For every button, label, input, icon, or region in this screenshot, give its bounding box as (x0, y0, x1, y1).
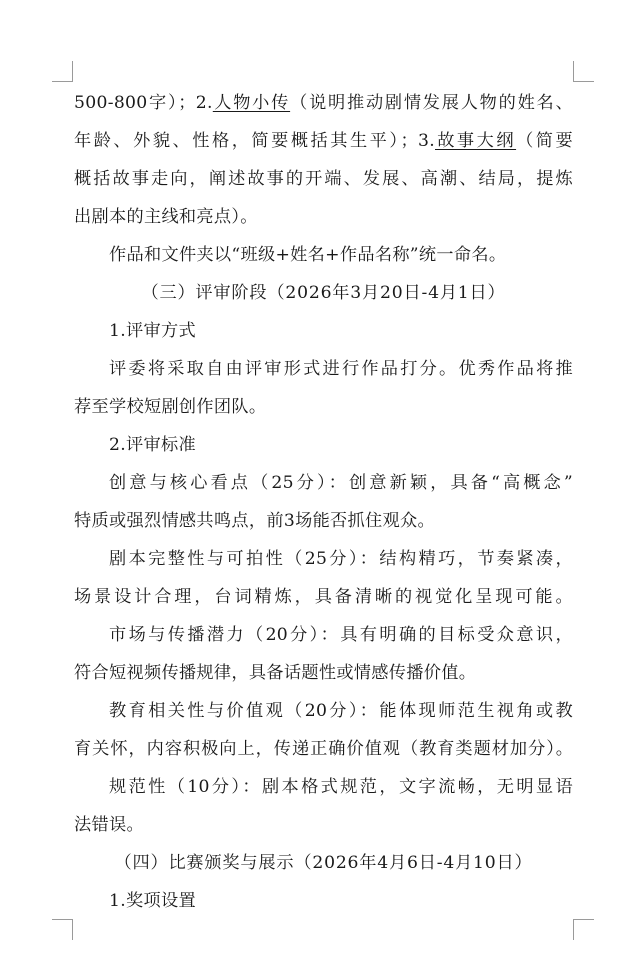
criterion-format-standard: 规范性（10分）：剧本格式规范，文字流畅，无明显语 (109, 777, 573, 797)
paragraph-line: 荐至学校短剧创作团队。 (74, 397, 267, 417)
page-corner-mark-bottom-left (52, 919, 73, 940)
paragraph-line (74, 122, 573, 160)
criterion-completeness: 剧本完整性与可拍性（25分）：结构精巧，节奏紧凑， (109, 549, 573, 569)
paragraph-line: 场景设计合理，台词精炼，具备清晰的视觉化呈现可能。 (74, 587, 573, 607)
subheading-award-settings: 1.奖项设置 (109, 891, 196, 911)
section-heading-review-stage: （三）评审阶段（2026年3月20日-4月1日） (141, 283, 506, 303)
section-heading-awards: （四）比赛颁奖与展示（2026年4月6日-4月10日） (114, 853, 533, 873)
paragraph-line: 育关怀，内容积极向上，传递正确价值观（教育类题材加分）。 (74, 739, 573, 759)
naming-rule-paragraph: 作品和文件夹以“班级+姓名+作品名称”统一命名。 (109, 245, 507, 265)
criterion-education-values: 教育相关性与价值观（20分）：能体现师范生视角或教 (109, 701, 573, 721)
underlined-term-story-outline: 故事大纲 (435, 131, 517, 151)
subheading-review-criteria: 2.评审标准 (109, 435, 196, 455)
page-corner-mark-top-right (573, 61, 594, 82)
paragraph-line: 特质或强烈情感共鸣点，前3场能否抓住观众。 (74, 511, 435, 531)
criterion-market-potential: 市场与传播潜力（20分）：具有明确的目标受众意识， (109, 625, 573, 645)
text-run: （说明推动剧情发展人物的姓名、 (290, 93, 573, 113)
underlined-term-character-bio: 人物小传 (212, 93, 291, 113)
paragraph-line: 符合短视频传播规律，具备话题性或情感传播价值。 (74, 663, 477, 683)
document-body (74, 84, 573, 920)
subheading-review-method: 1.评审方式 (109, 321, 196, 341)
paragraph-line: 法错误。 (74, 815, 144, 835)
paragraph-line: 出剧本的主线和亮点）。 (74, 207, 258, 227)
paragraph-line: 概括故事走向，阐述故事的开端、发展、高潮、结局，提炼 (74, 169, 573, 189)
text-run: （简要 (516, 131, 573, 151)
paragraph-line (74, 84, 573, 122)
criterion-creativity: 创意与核心看点（25分）：创意新颖，具备“高概念” (109, 473, 573, 493)
page-corner-mark-top-left (52, 61, 73, 82)
text-run: 500-800字）；2. (74, 93, 213, 113)
page-corner-mark-bottom-right (573, 919, 594, 940)
text-run: 年龄、外貌、性格，简要概括其生平）；3. (74, 131, 435, 151)
paragraph-line: 评委将采取自由评审形式进行作品打分。优秀作品将推 (109, 359, 573, 379)
